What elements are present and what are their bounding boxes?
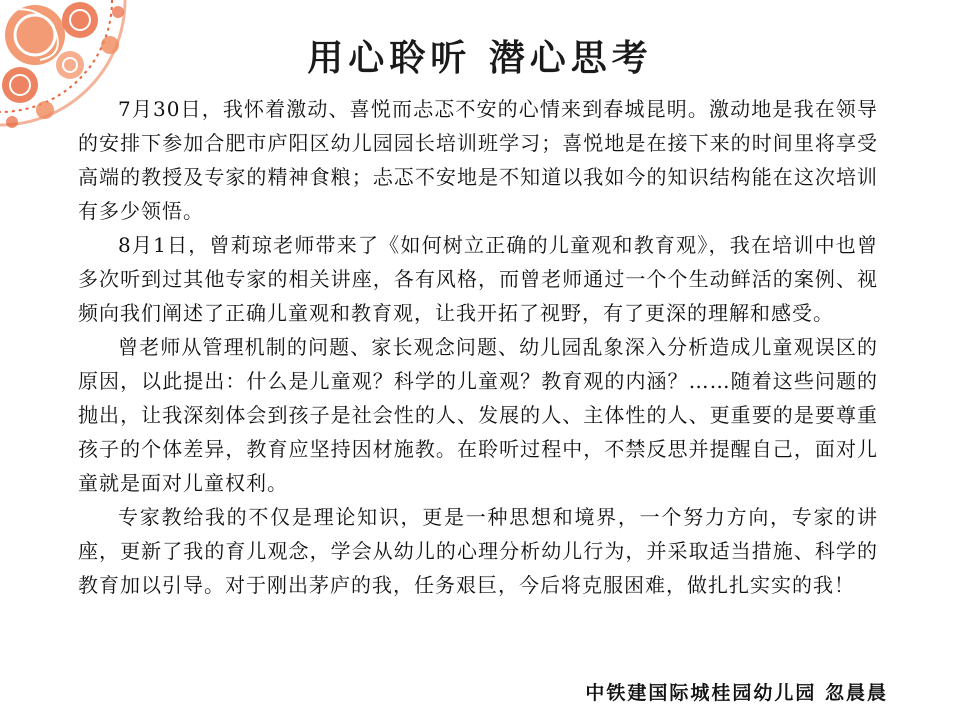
paragraph-1: 7月30日，我怀着激动、喜悦而忐忑不安的心情来到春城昆明。激动地是我在领导的安排下参加合肥市庐阳区幼儿园园长培训班学习；喜悦地是在接下来的时间里将享受高端的教授及专家的精神食粮；忐忑不安地是不知道以我如今的知识结构能在这次培训有多少领悟。 [78, 97, 878, 223]
article-body [78, 92, 878, 602]
author-signature: 中铁建国际城桂园幼儿园 忽晨晨 [585, 682, 888, 704]
paragraph-4: 专家教给我的不仅是理论知识，更是一种思想和境界，一个努力方向，专家的讲座，更新了我的育儿观念，学会从幼儿的心理分析幼儿行为，并采取适当措施、科学的教育加以引导。对于刚出茅庐的我，任务艰巨，今后将克服困难，做扎扎实实的我！ [78, 505, 878, 597]
page-title: 用心聆听 潜心思考 [307, 37, 653, 79]
paragraph-2: 8月1日，曾莉琼老师带来了《如何树立正确的儿童观和教育观》，我在培训中也曾多次听到过其他专家的相关讲座，各有风格，而曾老师通过一个个生动鲜活的案例、视频向我们阐述了正确儿童观和教育观，让我开拓了视野，有了更深的理解和感受。 [78, 233, 878, 325]
paragraph-3: 曾老师从管理机制的问题、家长观念问题、幼儿园乱象深入分析造成儿童观误区的原因，以此提出：什么是儿童观？科学的儿童观？教育观的内涵？……随着这些问题的抛出，让我深刻体会到孩子是社会性的人、发展的人、主体性的人、更重要的是要尊重孩子的个体差异，教育应坚持因材施教。在聆听过程中，不禁反思并提醒自己，面对儿童就是面对儿童权利。 [78, 335, 878, 495]
